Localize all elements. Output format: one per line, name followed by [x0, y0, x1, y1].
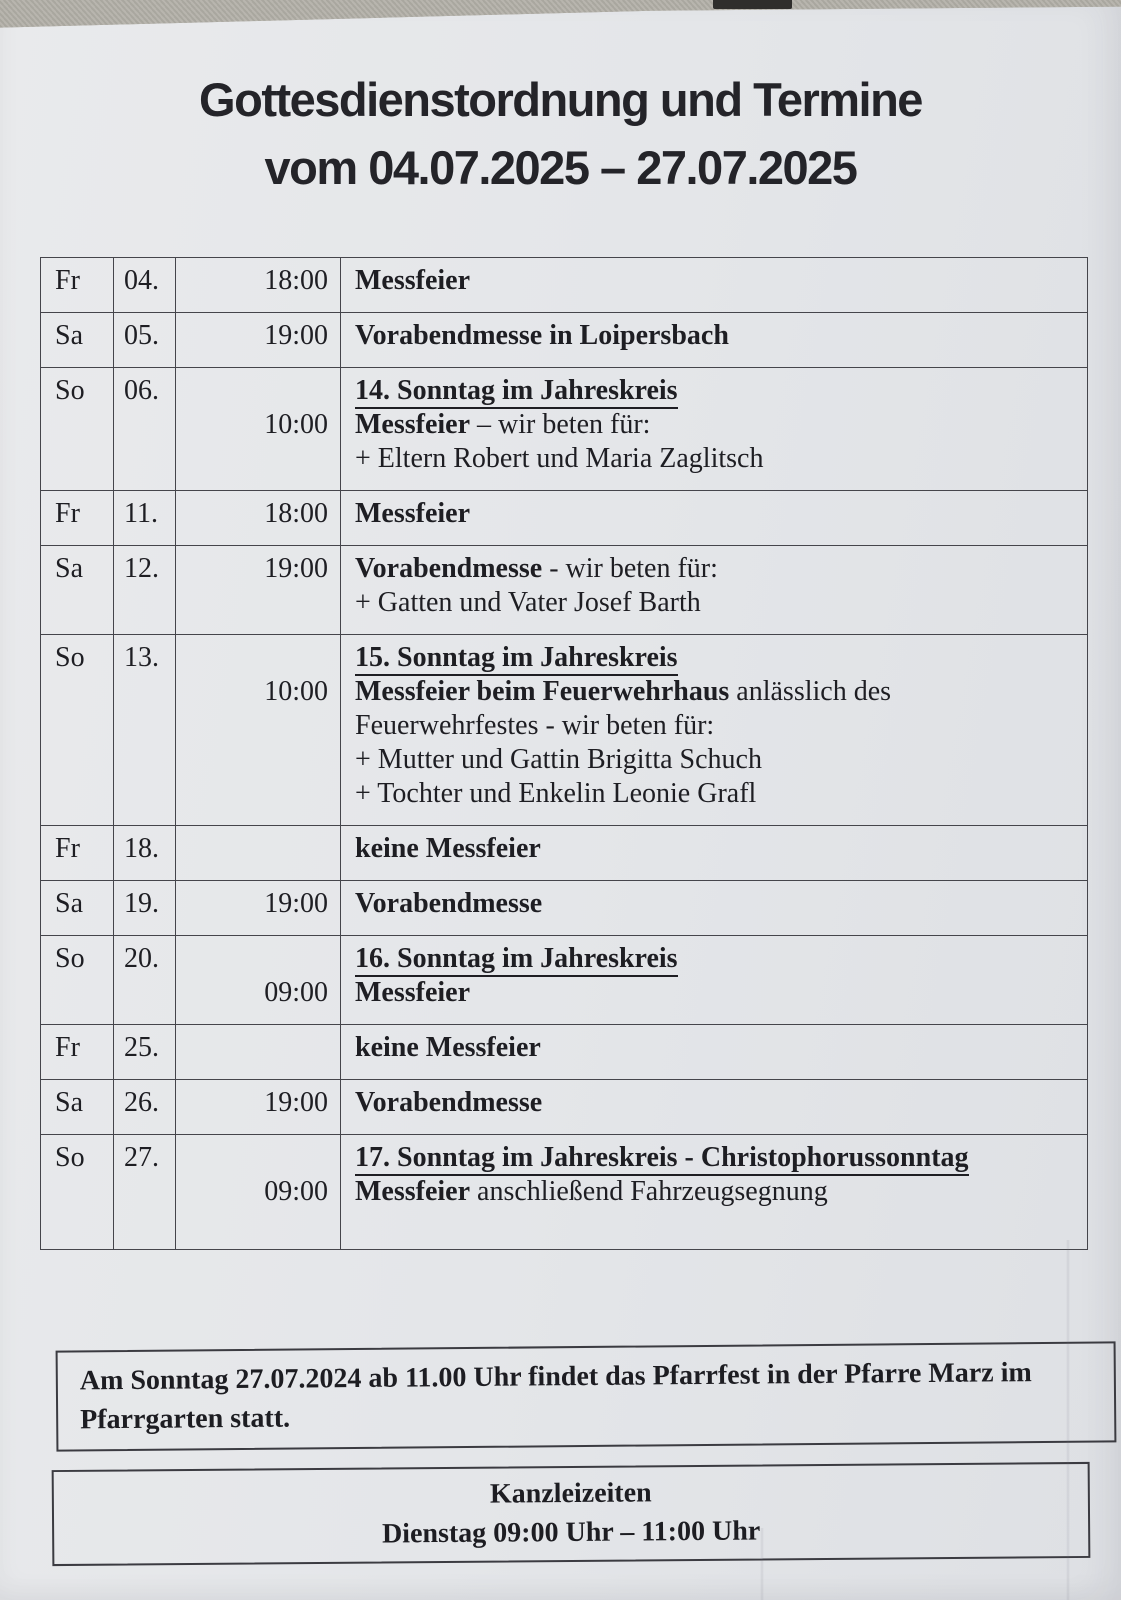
- description-line: [355, 743, 1079, 777]
- time-line: 19:00: [264, 888, 328, 919]
- time-cell: [176, 258, 341, 313]
- kanzleizeiten-notice-box: [52, 1462, 1091, 1566]
- description-line: [355, 319, 1079, 353]
- time-line: 19:00: [264, 1087, 328, 1118]
- description-segment: Messfeier: [355, 265, 471, 296]
- description-cell: [341, 936, 1088, 1025]
- description-segment: - wir beten für:: [542, 553, 718, 584]
- time-line: 09:00: [264, 977, 328, 1008]
- description-line: [355, 1031, 1079, 1065]
- time-line: [184, 942, 328, 976]
- time-cell: [176, 1080, 341, 1135]
- time-line: [184, 374, 328, 408]
- schedule-row: [41, 368, 1088, 491]
- description-cell: [341, 1135, 1088, 1250]
- date-cell: 05.: [114, 313, 176, 368]
- binder-clip-shadow: [713, 0, 792, 9]
- day-cell: Sa: [41, 546, 114, 635]
- description-line: [355, 1141, 1079, 1175]
- schedule-row: [41, 491, 1088, 546]
- page-title-line2: vom 04.07.2025 – 27.07.2025: [264, 141, 857, 194]
- day-cell: So: [41, 635, 114, 826]
- description-segment: Feuerwehrfestes - wir beten für:: [355, 710, 715, 741]
- schedule-row: [41, 1080, 1088, 1135]
- description-cell: [341, 258, 1088, 313]
- description-segment: anlässlich des: [729, 676, 892, 707]
- description-line: [355, 264, 1079, 298]
- time-cell: [176, 491, 341, 546]
- day-cell: Fr: [41, 826, 114, 881]
- wall-background: [0, 0, 1121, 30]
- description-segment: + Tochter und Enkelin Leonie Grafl: [355, 778, 757, 809]
- schedule-row: [41, 546, 1088, 635]
- notice-line: Kanzleizeiten: [489, 1477, 652, 1510]
- description-line: [355, 976, 1079, 1010]
- schedule-body: [41, 258, 1088, 1250]
- description-cell: [341, 313, 1088, 368]
- notice-line: Am Sonntag 27.07.2024 ab 11.00 Uhr findet das Pfarrfest in der Pfarre Marz im: [79, 1357, 1032, 1397]
- day-cell: So: [41, 936, 114, 1025]
- time-line: [184, 1141, 328, 1175]
- schedule-row: [41, 881, 1088, 936]
- time-cell: [176, 313, 341, 368]
- description-segment: 16. Sonntag im Jahreskreis: [355, 943, 678, 977]
- description-segment: Vorabendmesse in Loipersbach: [355, 320, 729, 351]
- description-line: [355, 887, 1079, 921]
- time-line: 19:00: [264, 320, 328, 351]
- date-cell: 12.: [114, 546, 176, 635]
- schedule-row: [41, 936, 1088, 1025]
- description-cell: [341, 491, 1088, 546]
- description-segment: – wir beten für:: [470, 409, 651, 440]
- description-line: [355, 709, 1079, 743]
- time-line: 10:00: [264, 409, 328, 440]
- day-cell: Sa: [41, 881, 114, 936]
- date-cell: 19.: [114, 881, 176, 936]
- time-line: [184, 832, 328, 866]
- description-segment: Messfeier: [355, 1176, 471, 1207]
- time-cell: [176, 546, 341, 635]
- description-line: [355, 942, 1079, 976]
- description-segment: Vorabendmesse: [355, 888, 543, 919]
- description-cell: [341, 826, 1088, 881]
- page-title: [0, 66, 1121, 202]
- day-cell: So: [41, 1135, 114, 1250]
- schedule-row: [41, 313, 1088, 368]
- time-line: 09:00: [264, 1176, 328, 1207]
- description-segment: Vorabendmesse: [355, 553, 543, 584]
- description-segment: Messfeier: [355, 409, 471, 440]
- schedule-row: [41, 1135, 1088, 1250]
- page-title-line1: Gottesdienstordnung und Termine: [199, 73, 922, 126]
- schedule-table: [40, 257, 1088, 1250]
- description-segment: 15. Sonntag im Jahreskreis: [355, 642, 678, 676]
- description-line: [355, 1175, 1079, 1209]
- time-cell: [176, 826, 341, 881]
- notice-line: Pfarrgarten statt.: [80, 1402, 291, 1436]
- day-cell: Sa: [41, 1080, 114, 1135]
- time-cell: [176, 368, 341, 491]
- description-segment: 17. Sonntag im Jahreskreis - Christophorussonntag: [355, 1142, 969, 1176]
- description-segment: + Gatten und Vater Josef Barth: [355, 587, 701, 618]
- description-segment: + Mutter und Gattin Brigitta Schuch: [355, 744, 762, 775]
- description-cell: [341, 635, 1088, 826]
- description-line: [355, 1086, 1079, 1120]
- description-line: [355, 552, 1079, 586]
- description-cell: [341, 1025, 1088, 1080]
- description-line: [355, 832, 1079, 866]
- description-line: [355, 374, 1079, 408]
- description-line: [355, 586, 1079, 620]
- schedule-row: [41, 1025, 1088, 1080]
- description-segment: Messfeier beim Feuerwehrhaus: [355, 676, 730, 707]
- description-segment: keine Messfeier: [355, 1032, 541, 1063]
- time-cell: [176, 1025, 341, 1080]
- description-segment: Messfeier: [355, 977, 471, 1008]
- time-line: 19:00: [264, 553, 328, 584]
- description-segment: Messfeier: [355, 498, 471, 529]
- date-cell: 13.: [114, 635, 176, 826]
- date-cell: 25.: [114, 1025, 176, 1080]
- description-segment: 14. Sonntag im Jahreskreis: [355, 375, 678, 409]
- time-cell: [176, 635, 341, 826]
- description-segment: Vorabendmesse: [355, 1087, 543, 1118]
- description-line: [355, 497, 1079, 531]
- day-cell: Fr: [41, 1025, 114, 1080]
- time-line: [184, 1031, 328, 1065]
- description-cell: [341, 546, 1088, 635]
- description-line: [355, 777, 1079, 811]
- time-line: 18:00: [264, 498, 328, 529]
- description-line: [355, 675, 1079, 709]
- date-cell: 20.: [114, 936, 176, 1025]
- time-line: [184, 641, 328, 675]
- paper-crease: [760, 1528, 764, 1600]
- date-cell: 11.: [114, 491, 176, 546]
- paper-crease: [1066, 1240, 1070, 1600]
- description-cell: [341, 881, 1088, 936]
- description-cell: [341, 368, 1088, 491]
- schedule-row: [41, 826, 1088, 881]
- description-line: [355, 641, 1079, 675]
- day-cell: Fr: [41, 258, 114, 313]
- time-cell: [176, 1135, 341, 1250]
- day-cell: Sa: [41, 313, 114, 368]
- description-segment: + Eltern Robert und Maria Zaglitsch: [355, 443, 764, 474]
- notice-line: Dienstag 09:00 Uhr – 11:00 Uhr: [381, 1515, 761, 1550]
- date-cell: 06.: [114, 368, 176, 491]
- description-line: [355, 408, 1079, 442]
- date-cell: 04.: [114, 258, 176, 313]
- day-cell: So: [41, 368, 114, 491]
- time-line: 18:00: [264, 265, 328, 296]
- description-segment: anschließend Fahrzeugsegnung: [470, 1176, 828, 1207]
- time-cell: [176, 881, 341, 936]
- description-line: [355, 442, 1079, 476]
- description-segment: keine Messfeier: [355, 833, 541, 864]
- pfarrfest-notice-box: [56, 1341, 1117, 1451]
- schedule-row: [41, 635, 1088, 826]
- date-cell: 27.: [114, 1135, 176, 1250]
- time-line: 10:00: [264, 676, 328, 707]
- day-cell: Fr: [41, 491, 114, 546]
- schedule-row: [41, 258, 1088, 313]
- date-cell: 18.: [114, 826, 176, 881]
- description-cell: [341, 1080, 1088, 1135]
- date-cell: 26.: [114, 1080, 176, 1135]
- time-cell: [176, 936, 341, 1025]
